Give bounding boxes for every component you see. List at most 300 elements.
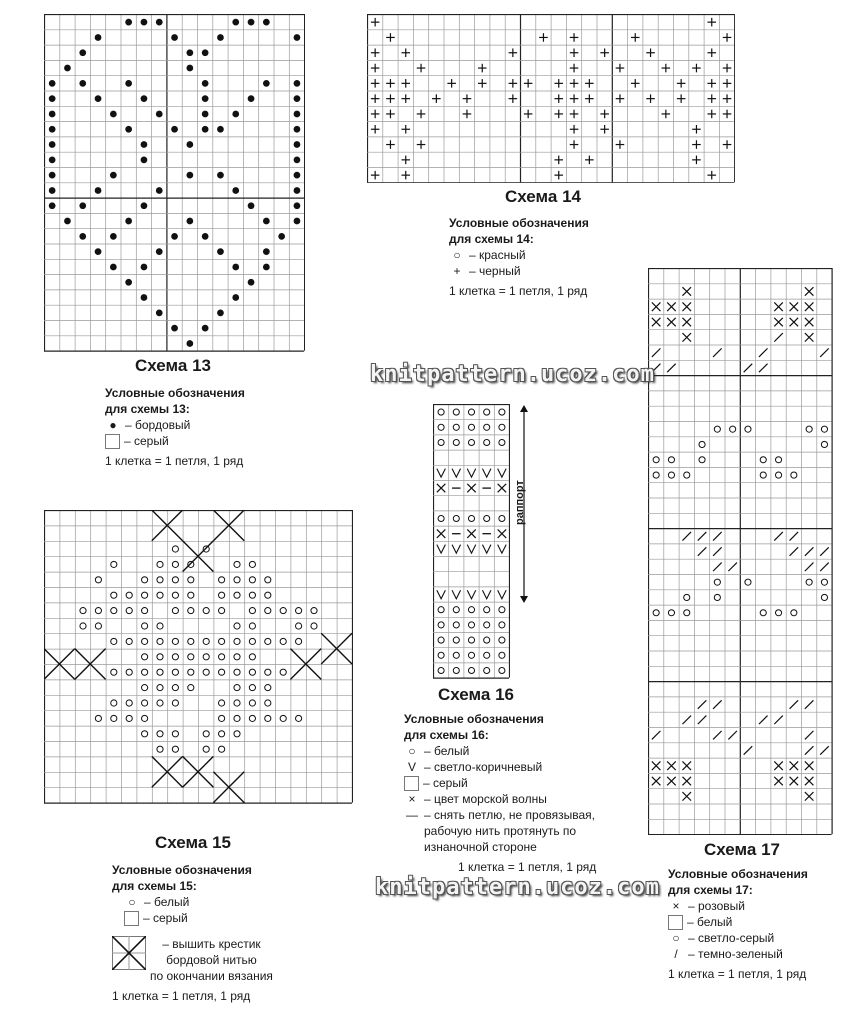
chart-mark-+ (570, 79, 579, 88)
chart-mark-o (249, 715, 255, 721)
chart-mark-+ (386, 33, 395, 42)
chart-mark-dot (125, 80, 132, 87)
chart-mark-o (219, 731, 225, 737)
chart-mark-dot (171, 34, 178, 41)
chart-mark-dot (141, 95, 148, 102)
chart-mark-dot (125, 19, 132, 26)
chart-mark-o (188, 577, 194, 583)
chart-mark-dot (294, 111, 301, 118)
chart-mark-o (157, 685, 163, 691)
chart-mark-dot (156, 19, 163, 26)
chart-mark-o (745, 426, 751, 432)
chart-mark-o (157, 592, 163, 598)
chart-mark-x (805, 761, 814, 770)
chart-mark-+ (692, 125, 701, 134)
chart-mark-+ (631, 33, 640, 42)
chart-mark-+ (707, 79, 716, 88)
chart-mark-o (249, 669, 255, 675)
chart-mark-/ (820, 547, 829, 556)
chart-mark-v (467, 590, 476, 599)
chart-mark-/ (713, 547, 722, 556)
chart-mark-dot (202, 233, 209, 240)
chart-mark-dot (49, 80, 56, 87)
chart-mark-o (453, 637, 459, 643)
chart-mark-o (172, 608, 178, 614)
cross-stitch-mark (183, 756, 214, 787)
chart-mark-+ (677, 79, 686, 88)
chart-mark-o (172, 731, 178, 737)
legend-item (449, 263, 589, 279)
chart-mark-+ (707, 110, 716, 119)
chart-mark-/ (728, 731, 737, 740)
chart-mark-o (280, 608, 286, 614)
legend-item (668, 946, 808, 962)
chart-mark-v (467, 469, 476, 478)
chart-mark-o (219, 700, 225, 706)
chart-mark-o (265, 577, 271, 583)
chart-mark-o (296, 623, 302, 629)
chart-mark-o (280, 715, 286, 721)
chart-mark-dot (156, 111, 163, 118)
chart-mark-o (142, 685, 148, 691)
chart-mark-dot (202, 95, 209, 102)
chart-mark-o (760, 610, 766, 616)
chart-mark-+ (371, 94, 380, 103)
chart-mark-o (172, 654, 178, 660)
chart-mark-o (296, 638, 302, 644)
chart-mark-dot (49, 202, 56, 209)
chart-mark-o (468, 409, 474, 415)
chart-mark-dot (141, 264, 148, 271)
chart-mark-o (499, 652, 505, 658)
chart-mark-o (714, 426, 720, 432)
legend-item (404, 775, 596, 791)
legend-label: – красный (469, 248, 526, 262)
chart-mark-v (482, 545, 491, 554)
chart-mark-dot (64, 65, 71, 72)
chart-mark-dot (202, 49, 209, 56)
chart-mark-+ (554, 94, 563, 103)
chart-mark-o (453, 515, 459, 521)
chart-mark-/ (790, 532, 799, 541)
chart-mark-x (805, 287, 814, 296)
chart-mark-o (468, 515, 474, 521)
chart-mark-x (667, 777, 676, 786)
chart-mark-+ (692, 156, 701, 165)
chart-mark-dot (79, 233, 86, 240)
watermark: knitpattern.ucoz.com (370, 362, 655, 387)
chart-mark-o (653, 472, 659, 478)
cross-stitch-mark (213, 510, 244, 541)
chart-mark-+ (401, 79, 410, 88)
chart-mark-+ (524, 79, 533, 88)
chart-mark-dot (217, 248, 224, 255)
chart-mark-o (484, 439, 490, 445)
cross-stitch-mark (213, 772, 244, 803)
chart-mark-dot (110, 111, 117, 118)
chart-mark-o (265, 685, 271, 691)
chart-mark-dot (95, 187, 102, 194)
chart-mark-+ (570, 94, 579, 103)
chart-mark-o (821, 441, 827, 447)
chart-mark-dot (232, 264, 239, 271)
chart-mark-o (438, 607, 444, 613)
chart-mark-+ (509, 94, 518, 103)
scheme13-legend (105, 385, 245, 469)
chart-mark-o (157, 638, 163, 644)
chart-mark-o (311, 623, 317, 629)
chart-mark-o (157, 561, 163, 567)
chart-mark-+ (723, 33, 732, 42)
chart-mark-x (652, 777, 661, 786)
chart-mark-dot (294, 218, 301, 225)
cross-stitch-mark (290, 649, 321, 680)
chart-mark-o (775, 610, 781, 616)
chart-mark-o (126, 608, 132, 614)
chart-mark-o (142, 623, 148, 629)
legend-label: – белый (424, 744, 470, 758)
chart-mark-v (498, 469, 507, 478)
chart-mark-dot (186, 65, 193, 72)
chart-mark-o (668, 472, 674, 478)
chart-mark-dot (217, 172, 224, 179)
chart-mark-+ (631, 79, 640, 88)
cross-stitch-mark (321, 633, 352, 664)
chart-mark-dot (278, 233, 285, 240)
chart-mark-o (484, 667, 490, 673)
chart-mark-dot (217, 34, 224, 41)
chart-mark-o (499, 409, 505, 415)
chart-mark-o (265, 715, 271, 721)
scheme14-title: Схема 14 (505, 187, 581, 206)
chart-mark-o (111, 715, 117, 721)
chart-mark-o (142, 592, 148, 598)
chart-mark-o (157, 746, 163, 752)
legend-item (404, 743, 596, 759)
chart-mark-o (438, 515, 444, 521)
chart-mark-+ (401, 156, 410, 165)
chart-mark-o (157, 654, 163, 660)
chart-mark-o (80, 623, 86, 629)
chart-mark-o (468, 622, 474, 628)
chart-mark-dot (248, 202, 255, 209)
chart-mark-/ (698, 716, 707, 725)
chart-mark-+ (723, 94, 732, 103)
chart-mark-dot (79, 202, 86, 209)
chart-mark-o (234, 669, 240, 675)
chart-mark-o (188, 592, 194, 598)
chart-mark-+ (723, 140, 732, 149)
chart-mark-/ (744, 746, 753, 755)
plus-icon: + (453, 264, 461, 278)
chart-mark-o (157, 700, 163, 706)
chart-mark-+ (662, 64, 671, 73)
chart-mark-+ (707, 48, 716, 57)
chart-mark-dot (49, 95, 56, 102)
chart-mark-dot (95, 248, 102, 255)
chart-mark-dot (202, 126, 209, 133)
chart-mark-o (249, 577, 255, 583)
chart-mark-x (774, 761, 783, 770)
chart-mark-+ (478, 64, 487, 73)
chart-mark-o (791, 610, 797, 616)
chart-mark-dot (294, 80, 301, 87)
chart-mark-dot (263, 264, 270, 271)
chart-mark-o (203, 638, 209, 644)
chart-mark-+ (554, 79, 563, 88)
legend-item (105, 417, 245, 433)
chart-mark-/ (682, 532, 691, 541)
chart-mark-/ (667, 364, 676, 373)
chart-mark-o (468, 424, 474, 430)
chart-mark-+ (401, 125, 410, 134)
chart-mark-dot (248, 19, 255, 26)
chart-mark-dot (186, 49, 193, 56)
chart-mark-+ (662, 110, 671, 119)
chart-mark-o (172, 685, 178, 691)
chart-mark-o (453, 424, 459, 430)
chart-mark-o (499, 515, 505, 521)
chart-mark-o (142, 608, 148, 614)
chart-mark-dot (217, 309, 224, 316)
scheme16-legend-header: Условные обозначения для схемы 16: (404, 712, 544, 742)
chart-mark-dot (141, 19, 148, 26)
scheme17-scale: 1 клетка = 1 петля, 1 ряд (668, 967, 807, 981)
chart-mark-+ (692, 140, 701, 149)
cross-stitch-icon (112, 936, 146, 970)
dash-icon: — (406, 808, 418, 822)
chart-mark-dot (186, 218, 193, 225)
chart-mark-o (142, 654, 148, 660)
legend-label: – серый (124, 434, 169, 448)
chart-mark-+ (478, 79, 487, 88)
chart-mark-o (111, 638, 117, 644)
legend-item (449, 247, 589, 263)
chart-mark-o (730, 426, 736, 432)
watermark: knitpattern.ucoz.com (375, 875, 660, 900)
chart-mark-/ (820, 746, 829, 755)
chart-mark-x (467, 484, 476, 493)
chart-mark-+ (386, 79, 395, 88)
legend-item (668, 898, 808, 914)
chart-mark-x (790, 302, 799, 311)
chart-mark-o (234, 731, 240, 737)
chart-mark-x (682, 792, 691, 801)
chart-mark-o (249, 638, 255, 644)
chart-mark-o (203, 669, 209, 675)
chart-mark-x (805, 777, 814, 786)
scheme16-chart (433, 404, 510, 679)
chart-mark-x (652, 318, 661, 327)
chart-mark-o (484, 622, 490, 628)
chart-mark-o (438, 667, 444, 673)
chart-mark-+ (401, 171, 410, 180)
chart-mark-o (142, 577, 148, 583)
chart-mark-o (265, 592, 271, 598)
chart-mark-+ (432, 94, 441, 103)
chart-mark-+ (707, 18, 716, 27)
chart-mark-o (265, 638, 271, 644)
chart-mark-o (821, 579, 827, 585)
chart-mark-dot (110, 264, 117, 271)
chart-mark-v (437, 590, 446, 599)
rapport-label: раппорт (514, 480, 526, 525)
chart-mark-o (468, 667, 474, 673)
chart-mark-o (745, 579, 751, 585)
chart-mark-v (452, 590, 461, 599)
chart-mark-o (760, 457, 766, 463)
chart-mark-dot (294, 34, 301, 41)
chart-mark-dot (294, 202, 301, 209)
chart-mark-o (95, 715, 101, 721)
chart-mark-dot (156, 187, 163, 194)
chart-mark-dot (171, 233, 178, 240)
chart-mark-o (203, 608, 209, 614)
legend-item (105, 433, 245, 449)
chart-mark-x (467, 529, 476, 538)
chart-mark-x (790, 318, 799, 327)
chart-mark-o (203, 654, 209, 660)
chart-mark-x (652, 302, 661, 311)
legend-label: – черный (469, 264, 521, 278)
chart-mark-o (203, 746, 209, 752)
chart-mark-o (172, 700, 178, 706)
chart-mark-x (498, 529, 507, 538)
chart-mark-x (437, 484, 446, 493)
chart-mark-dot (64, 218, 71, 225)
chart-mark-v (498, 545, 507, 554)
chart-mark-+ (554, 110, 563, 119)
scheme16-title: Схема 16 (438, 685, 514, 704)
chart-mark-+ (371, 125, 380, 134)
scheme15-legend-header: Условные обозначения для схемы 15: (112, 863, 252, 893)
chart-mark-o (821, 594, 827, 600)
chart-mark-o (438, 439, 444, 445)
scheme15-legend (112, 862, 273, 1004)
legend-label: – белый (144, 895, 190, 909)
chart-mark-o (142, 731, 148, 737)
chart-mark-dot (294, 126, 301, 133)
chart-mark-dot (79, 80, 86, 87)
chart-mark-+ (616, 140, 625, 149)
chart-mark-v (452, 469, 461, 478)
chart-mark-dot (202, 80, 209, 87)
dot-icon: ● (109, 418, 117, 432)
chart-mark-v (498, 590, 507, 599)
chart-mark-+ (585, 94, 594, 103)
chart-mark-+ (570, 48, 579, 57)
chart-mark-dot (79, 49, 86, 56)
chart-mark-/ (774, 716, 783, 725)
chart-mark-+ (371, 48, 380, 57)
chart-mark-x (682, 761, 691, 770)
chart-mark-+ (616, 94, 625, 103)
circle-icon: ○ (128, 895, 136, 909)
chart-mark-+ (371, 110, 380, 119)
chart-mark-v (437, 545, 446, 554)
chart-mark-dot (232, 187, 239, 194)
chart-mark-o (188, 608, 194, 614)
chart-mark-o (499, 424, 505, 430)
chart-mark-dot (49, 156, 56, 163)
chart-mark-x (682, 333, 691, 342)
chart-mark-dot (263, 19, 270, 26)
chart-mark-dot (49, 172, 56, 179)
chart-mark-/ (698, 547, 707, 556)
chart-mark-o (484, 424, 490, 430)
chart-mark-dot (95, 34, 102, 41)
scheme17-chart (648, 268, 833, 835)
chart-mark-/ (790, 547, 799, 556)
chart-mark-dot (217, 126, 224, 133)
chart-mark-dot (294, 187, 301, 194)
chart-mark-dot (263, 80, 270, 87)
chart-mark-o (234, 715, 240, 721)
chart-mark-+ (723, 110, 732, 119)
chart-mark-dot (156, 248, 163, 255)
chart-mark-dot (186, 141, 193, 148)
chart-mark-dot (294, 156, 301, 163)
chart-mark-o (95, 623, 101, 629)
chart-mark-+ (570, 140, 579, 149)
chart-mark-dot (141, 156, 148, 163)
chart-mark-o (157, 623, 163, 629)
chart-mark-dot (186, 340, 193, 347)
chart-mark-+ (585, 79, 594, 88)
chart-mark-+ (417, 140, 426, 149)
chart-mark-o (499, 622, 505, 628)
legend-item (112, 894, 273, 910)
chart-mark-/ (698, 532, 707, 541)
chart-mark-o (249, 623, 255, 629)
chart-mark-o (484, 637, 490, 643)
chart-mark-x (805, 333, 814, 342)
chart-mark-dot (232, 19, 239, 26)
chart-mark-o (157, 731, 163, 737)
chart-mark-o (234, 685, 240, 691)
chart-mark-+ (401, 94, 410, 103)
chart-mark-o (172, 546, 178, 552)
chart-mark-o (172, 638, 178, 644)
chart-mark-+ (570, 64, 579, 73)
chart-mark-o (80, 608, 86, 614)
chart-mark-x (790, 761, 799, 770)
chart-mark-o (203, 546, 209, 552)
chart-mark-dot (263, 218, 270, 225)
chart-mark-o (484, 409, 490, 415)
empty-cell-icon (404, 776, 419, 791)
chart-mark-o (653, 457, 659, 463)
chart-mark-dot (49, 111, 56, 118)
chart-mark-o (95, 608, 101, 614)
chart-mark-o (468, 607, 474, 613)
chart-mark-o (468, 652, 474, 658)
chart-mark-/ (652, 348, 661, 357)
chart-mark-+ (677, 94, 686, 103)
chart-mark-o (142, 700, 148, 706)
chart-mark-o (126, 592, 132, 598)
chart-mark-v (482, 590, 491, 599)
chart-mark-+ (371, 18, 380, 27)
circle-icon: ○ (672, 931, 680, 945)
chart-mark-/ (759, 716, 768, 725)
chart-mark-o (249, 608, 255, 614)
chart-mark-x (790, 777, 799, 786)
chart-mark-/ (820, 348, 829, 357)
chart-mark-o (775, 472, 781, 478)
chart-mark-+ (386, 140, 395, 149)
chart-mark-x (805, 318, 814, 327)
